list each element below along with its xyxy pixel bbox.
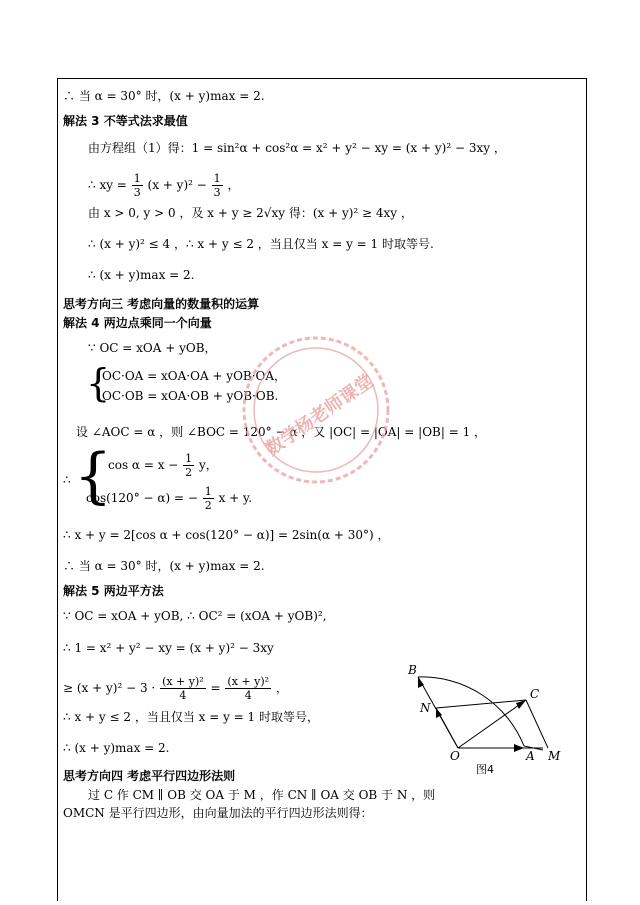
- line-3d: ∴ (x + y)² ≤ 4 ，∴ x + y ≤ 2 ，当且仅当 x = y = 1 时取等号.: [88, 237, 434, 251]
- heading-direction-4: 思考方向四 考虑平行四边形法则: [63, 769, 236, 783]
- watermark-stamp: [236, 330, 396, 490]
- line-3b: ∴ xy = $\frac{1}{3}$ (x + y)² − $\frac{1}{3}$ ，: [88, 172, 240, 199]
- arrow-C: [516, 700, 526, 709]
- segment-CM: [526, 700, 548, 748]
- line-4f: ∴ 当 α = 30° 时，(x + y)max = 2.: [63, 559, 265, 573]
- line-4b2: OC·OB = xOA·OB + yOB·OB.: [102, 389, 279, 403]
- line-4d2: cos(120° − α) = − $\frac{1}{2}$ x + y.: [86, 485, 253, 512]
- line-6a: 过 C 作 CM ∥ OB 交 OA 于 M ，作 CN ∥ OA 交 OB 于 N ，则: [88, 788, 436, 802]
- line-4a: ∵ OC = xOA + yOB，: [88, 341, 217, 355]
- label-C: C: [530, 687, 540, 701]
- heading-method-4: 解法 4 两边点乘同一个向量: [63, 316, 212, 330]
- label-O: O: [450, 749, 460, 763]
- heading-method-5: 解法 5 两边平方法: [63, 584, 164, 598]
- line-3a: 由方程组（1）得：1 = sin²α + cos²α = x² + y² − xy = (x + y)² − 3xy ，: [88, 141, 506, 155]
- line-3e: ∴ (x + y)max = 2.: [88, 268, 195, 282]
- line-5a: ∵ OC = xOA + yOB, ∴ OC² = (xOA + yOB)²,: [63, 609, 327, 623]
- line-5e: ∴ (x + y)max = 2.: [63, 741, 170, 755]
- line-5c: ≥ (x + y)² − 3 · $\frac{\text{(x + y)²}}{4}$ = $\frac{\text{(x + y)²}}{4}$ ，: [63, 675, 288, 702]
- brace-system-1: {: [86, 361, 111, 405]
- line-6b: OMCN 是平行四边形，由向量加法的平行四边形法则得：: [63, 806, 373, 820]
- line-4d1: cos α = x − $\frac{1}{2}$ y，: [108, 452, 218, 479]
- line-4b1: OC·OA = xOA·OA + yOB·OA，: [102, 369, 287, 383]
- line-4c: 设 ∠AOC = α ，则 ∠BOC = 120° − α ，又 |OC| = |OA| = |OB| = 1 ，: [76, 425, 487, 439]
- vector-OC: [458, 700, 526, 748]
- line-5d: ∴ x + y ≤ 2 ，当且仅当 x = y = 1 时取等号，: [63, 710, 319, 724]
- segment-NC: [436, 700, 526, 708]
- figure-caption: 图4: [476, 763, 494, 775]
- line-result-1: ∴ 当 α = 30° 时，(x + y)max = 2.: [63, 89, 265, 103]
- label-N: N: [420, 701, 431, 715]
- label-M: M: [548, 749, 561, 763]
- stamp-text: 数学杨老师课堂: [262, 370, 378, 461]
- line-4e: ∴ x + y = 2[cos α + cos(120° − α)] = 2sin(α + 30°) ，: [63, 528, 390, 542]
- therefore-mark: ∴: [63, 473, 71, 487]
- heading-direction-3: 思考方向三 考虑向量的数量积的运算: [63, 297, 260, 311]
- line-5b: ∴ 1 = x² + y² − xy = (x + y)² − 3xy: [63, 641, 274, 655]
- heading-method-3: 解法 3 不等式法求最值: [63, 114, 188, 128]
- figure-4-diagram: [398, 660, 568, 775]
- label-A: A: [526, 749, 535, 763]
- label-B: B: [408, 663, 417, 677]
- brace-system-2: {: [74, 441, 113, 511]
- line-3c: 由 x > 0, y > 0 ，及 x + y ≥ 2√xy 得：(x + y)² ≥ 4xy ，: [88, 206, 413, 220]
- arrow-A: [514, 744, 524, 752]
